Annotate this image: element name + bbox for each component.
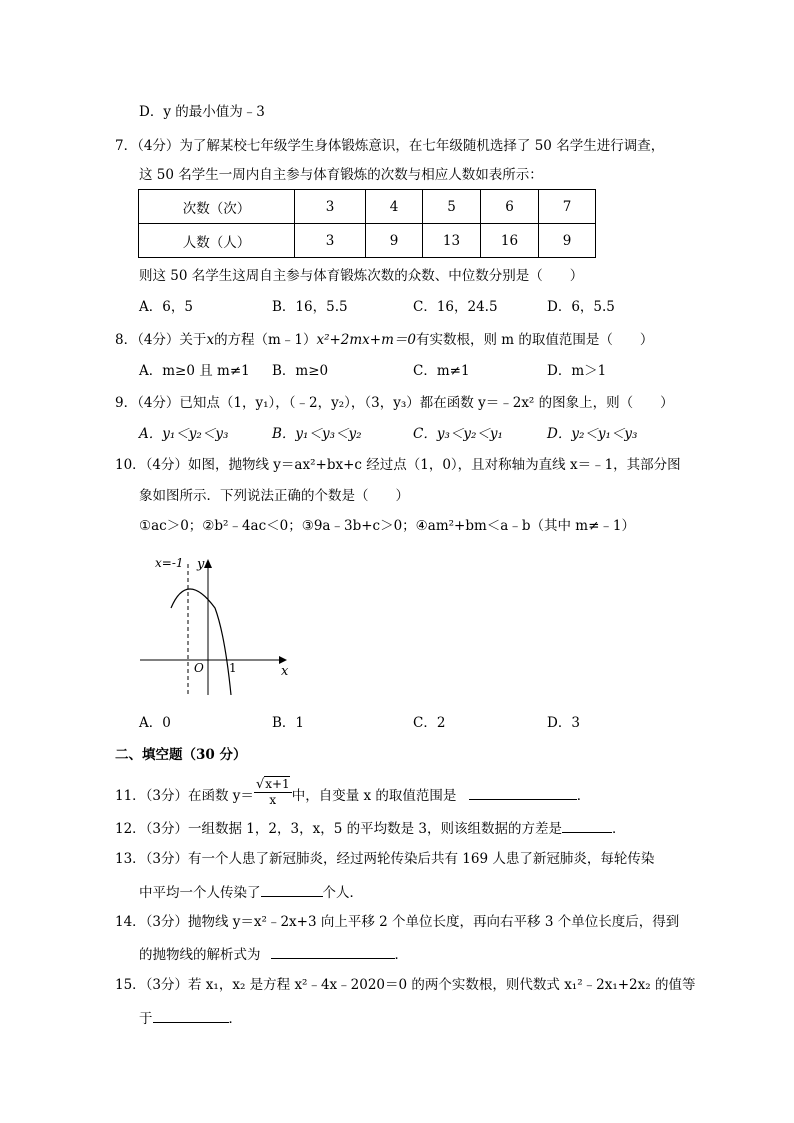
q15-line2 xyxy=(139,1008,242,1028)
table-cell: 9 xyxy=(539,224,596,258)
q10-option-a: A．0 xyxy=(139,715,171,731)
q7-option-c: C．16，24.5 xyxy=(413,299,498,315)
section-title: 二、填空题（30 分） xyxy=(115,747,247,763)
q10-line2: 象如图所示．下列说法正确的个数是（ ） xyxy=(139,488,409,504)
q8-suffix: 有实数根，则 m 的取值范围是（ ） xyxy=(416,332,654,348)
q15-answer-blank[interactable] xyxy=(153,1008,229,1023)
q11-answer-blank[interactable] xyxy=(469,785,577,800)
q9-option-a: A．y₁＜y₂＜y₃ xyxy=(139,426,229,442)
q11-fraction: $\frac{√x+1}{x}$ xyxy=(255,777,290,807)
q11-denominator: x xyxy=(269,793,277,807)
q13-line1: 13．（3分）有一个人患了新冠肺炎，经过两轮传染后共有 169 人患了新冠肺炎，每轮传染 xyxy=(115,851,655,867)
q10-line1: 10．（4分）如图，抛物线 y＝ax²+bx+c 经过点（1，0），且对称轴为直线 x＝﹣1，其部分图 xyxy=(115,457,681,473)
q7-option-a: A．6，5 xyxy=(139,299,193,315)
q9-option-d: D．y₂＜y₁＜y₃ xyxy=(547,426,638,442)
table-cell: 3 xyxy=(295,224,366,258)
table-cell: 9 xyxy=(366,224,423,258)
q9-option-b: B．y₁＜y₃＜y₂ xyxy=(272,426,362,442)
q10-option-b: B．1 xyxy=(272,715,305,731)
q15-end: ． xyxy=(228,1011,242,1027)
q14-line1: 14．（3分）抛物线 y＝x²﹣2x+3 向上平移 2 个单位长度，再向右平移 3 个单位长度后，得到 xyxy=(115,914,680,930)
q15-text: 于 xyxy=(139,1011,153,1027)
table-cell: 16 xyxy=(481,224,539,258)
q9-option-c: C．y₃＜y₂＜y₁ xyxy=(413,426,503,442)
x-axis-arrow xyxy=(279,656,287,664)
q10-option-d: D．3 xyxy=(547,715,580,731)
q8-option-a: A．m≥0 且 m≠1 xyxy=(139,363,250,379)
table-cell: 5 xyxy=(423,190,481,224)
q14-end: ． xyxy=(394,947,408,963)
q7-option-b: B．16，5.5 xyxy=(272,299,348,315)
q12-text: 12．（3分）一组数据 1，2，3，x，5 的平均数是 3，则该组数据的方差是 xyxy=(115,821,562,837)
q8-mid: 的方程（m﹣1） xyxy=(214,332,317,348)
q8-equation: x²+2mx+m＝0 xyxy=(316,332,416,348)
table-cell: 6 xyxy=(481,190,539,224)
y-axis-arrow xyxy=(204,559,212,568)
q8-option-c: C．m≠1 xyxy=(413,363,470,379)
q10-option-c: C．2 xyxy=(413,715,446,731)
q12-end: ． xyxy=(611,821,626,837)
q15-line1: 15．（3分）若 x₁，x₂ 是方程 x²﹣4x﹣2020＝0 的两个实数根，则代数式 x₁²﹣2x₁+2x₂ 的值等 xyxy=(115,977,696,993)
q8-var: x xyxy=(206,332,215,348)
parabola-curve xyxy=(171,589,231,695)
q8-option-b: B．m≥0 xyxy=(272,363,329,379)
q7-option-d: D．6，5.5 xyxy=(547,299,615,315)
x-axis-label: x xyxy=(281,664,289,679)
table-cell: 次数（次） xyxy=(139,190,295,224)
table-cell: 13 xyxy=(423,224,481,258)
q14-line2 xyxy=(139,944,408,964)
one-label: 1 xyxy=(229,661,237,675)
q8-stem xyxy=(115,331,653,349)
q11-stem xyxy=(115,777,591,812)
q7-line2: 这 50 名学生一周内自主参与体育锻炼的次数与相应人数如表所示： xyxy=(139,167,543,183)
q11-suffix: 中，自变量 x 的取值范围是 xyxy=(291,788,457,804)
q7-line3: 则这 50 名学生这周自主参与体育锻炼次数的众数、中位数分别是（ ） xyxy=(139,268,584,284)
q14-text: 的抛物线的解析式为 xyxy=(139,947,261,963)
q8-prefix: 8．（4分）关于 xyxy=(115,332,207,348)
q13-line2 xyxy=(139,882,363,902)
y-axis-label: y xyxy=(197,557,205,572)
q13-text-a: 中平均一个人传染了 xyxy=(139,885,261,901)
symmetry-axis-label: x=-1 xyxy=(155,556,184,570)
origin-label: O xyxy=(194,661,204,675)
table-cell: 4 xyxy=(366,190,423,224)
q12-stem xyxy=(115,818,625,838)
frequency-table xyxy=(138,189,596,258)
table-row xyxy=(139,224,596,258)
q6-option-d: D．y 的最小值为﹣3 xyxy=(139,104,265,120)
q9-stem: 9．（4分）已知点（1，y₁），（﹣2，y₂），（3，y₃）都在函数 y＝﹣2x² 的图象上，则（ ） xyxy=(115,395,674,411)
q13-text-b: 个人． xyxy=(322,885,363,901)
q11-end: ． xyxy=(576,788,591,804)
table-row xyxy=(139,190,596,224)
table-cell: 7 xyxy=(539,190,596,224)
q8-option-d: D．m＞1 xyxy=(547,363,607,379)
parabola-graph xyxy=(135,550,295,700)
q14-answer-blank[interactable] xyxy=(271,944,395,959)
q12-answer-blank[interactable] xyxy=(562,818,612,833)
q11-prefix: 11．（3分）在函数 y＝ xyxy=(115,788,254,804)
table-cell: 人数（人） xyxy=(139,224,295,258)
q13-answer-blank[interactable] xyxy=(261,882,323,897)
q11-numerator: x+1 xyxy=(265,777,290,791)
q7-line1: 7．（4分）为了解某校七年级学生身体锻炼意识，在七年级随机选择了 50 名学生进行调查， xyxy=(115,138,665,154)
table-cell: 3 xyxy=(295,190,366,224)
q10-line3: ①ac＞0；②b²﹣4ac＜0；③9a﹣3b+c＞0；④am²+bm＜a﹣b（其中 m≠﹣1） xyxy=(139,518,635,534)
